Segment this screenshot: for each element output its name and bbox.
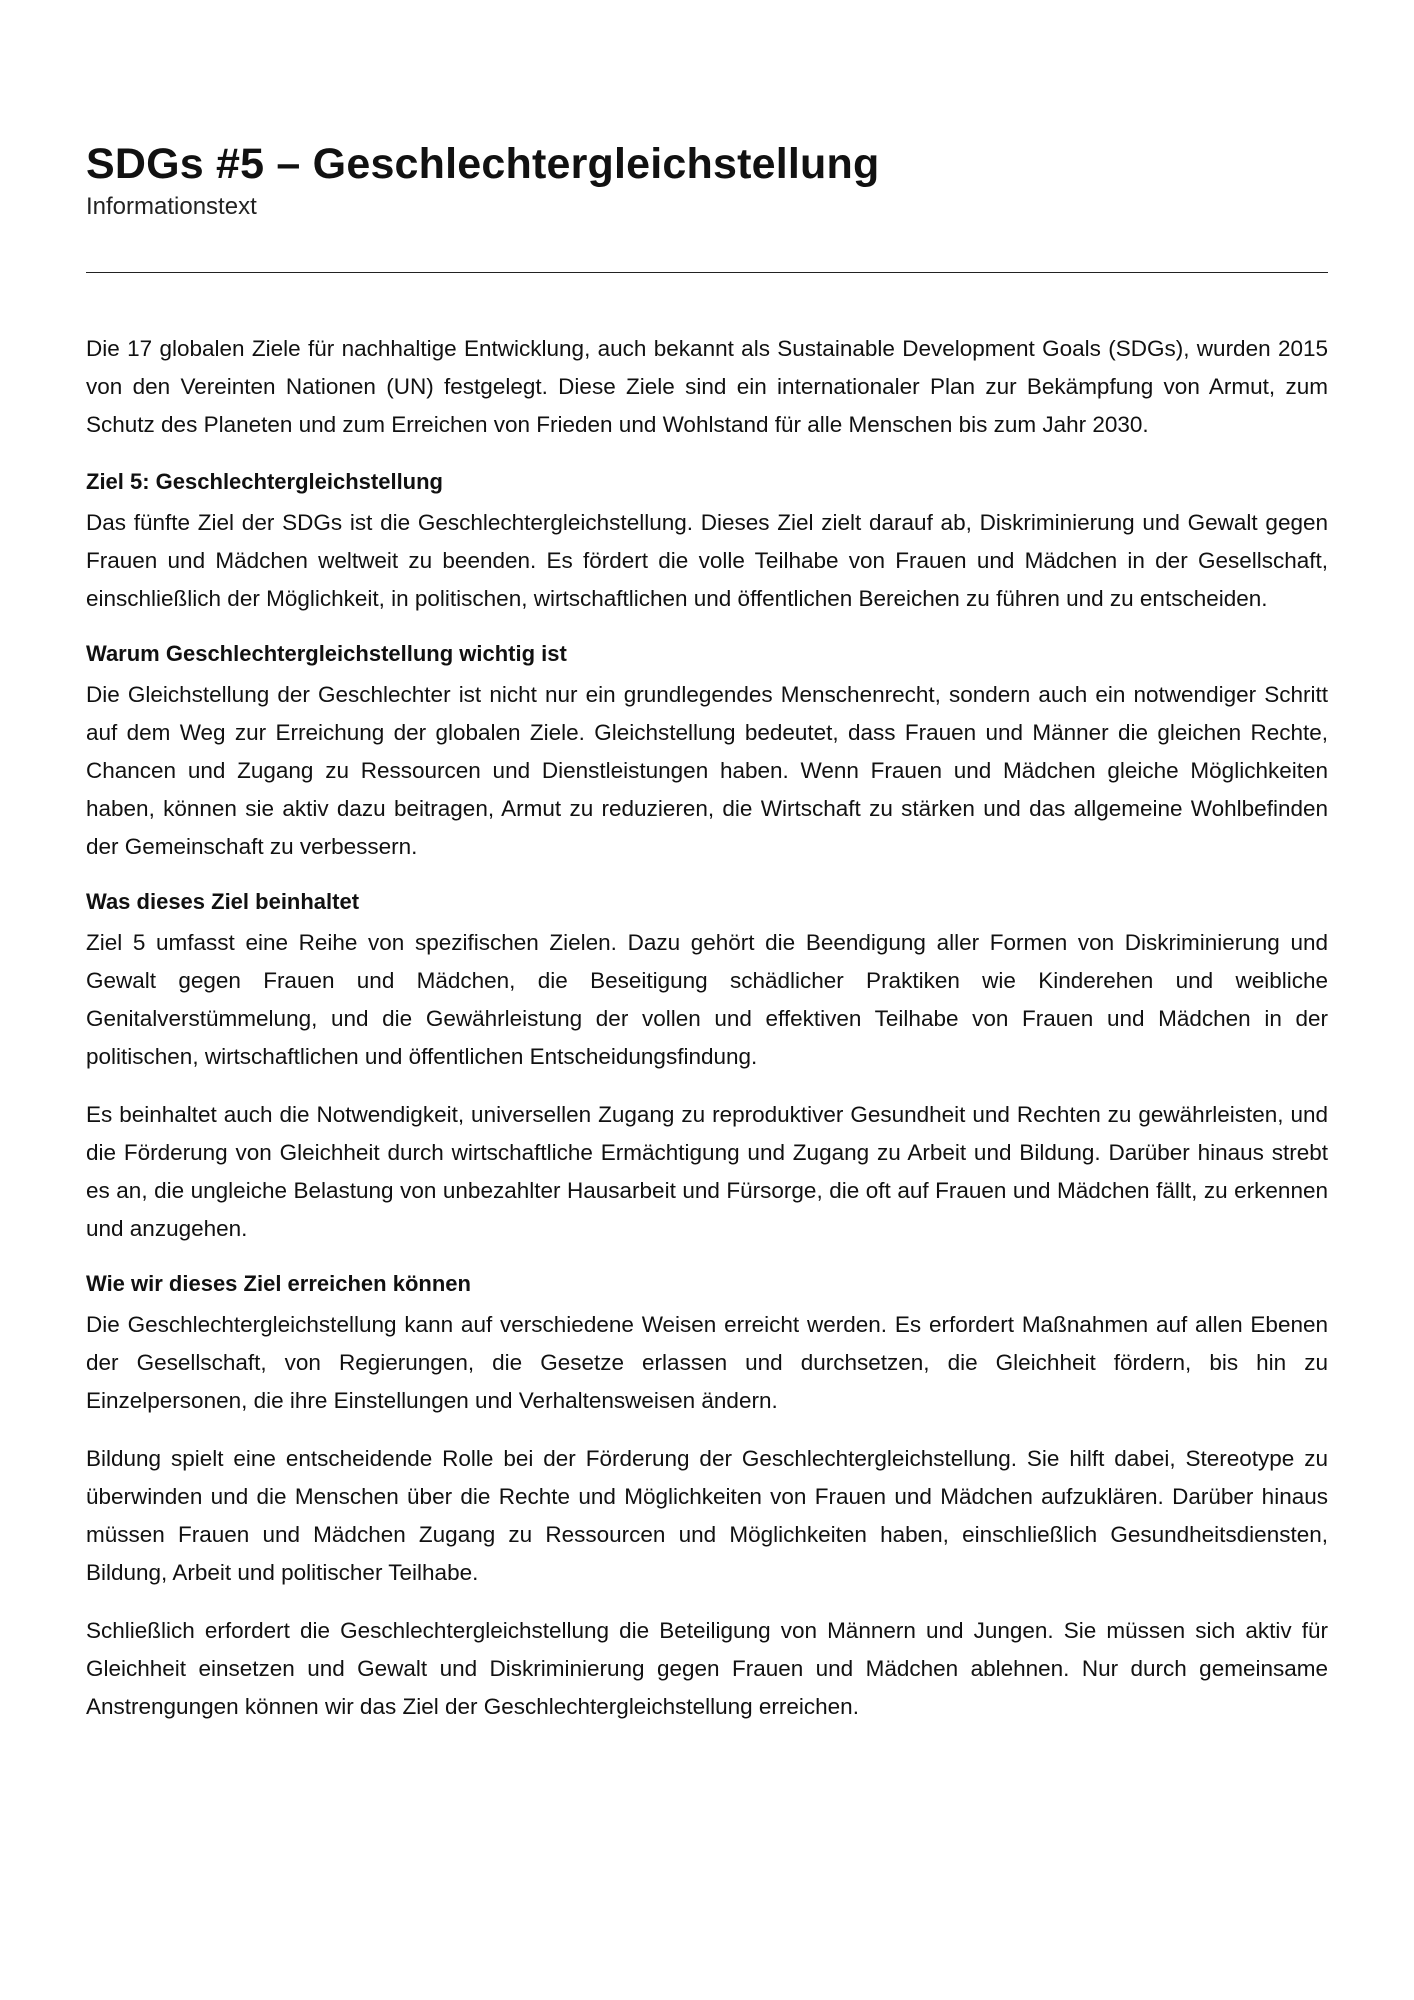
section-paragraph: Schließlich erfordert die Geschlechtergleichstellung die Beteiligung von Männern und Jungen. Sie müssen sich aktiv für Gleichheit einsetzen und Gewalt und Diskriminierung gegen Frauen und Mädchen ablehnen. Nur durch gemeinsame Anstrengungen können wir das Ziel der Geschlechtergleichstellung erreichen. — [86, 1618, 1328, 1719]
intro-paragraph: Die 17 globalen Ziele für nachhaltige Entwicklung, auch bekannt als Sustainable Development Goals (SDGs), wurden 2015 von den Vereinten Nationen (UN) festgelegt. Diese Ziele sind ein internationaler Plan zur Bekämpfung von Armut, zum Schutz des Planeten und zum Erreichen von Frieden und Wohlstand für alle Menschen bis zum Jahr 2030. — [86, 336, 1328, 437]
section-paragraph: Ziel 5 umfasst eine Reihe von spezifischen Zielen. Dazu gehört die Beendigung aller Formen von Diskriminierung und Gewalt gegen Frauen und Mädchen, die Beseitigung schädlicher Praktiken wie Kinderehen und weibliche Genitalverstümmelung, und die Gewährleistung der vollen und effektiven Teilhabe von Frauen und Mädchen in der politischen, wirtschaftlichen und öffentlichen Entscheidungsfindung. — [86, 930, 1328, 1069]
section-goal-5 — [86, 466, 1328, 618]
section-heading: Wie wir dieses Ziel erreichen können — [86, 1271, 471, 1296]
section-heading: Ziel 5: Geschlechtergleichstellung — [86, 469, 443, 494]
document-body — [86, 330, 1328, 1746]
section-paragraph: Bildung spielt eine entscheidende Rolle bei der Förderung der Geschlechtergleichstellung. Sie hilft dabei, Stereotype zu überwinden und die Menschen über die Rechte und Möglichkeiten von Frauen und Mädchen aufzuklären. Darüber hinaus müssen Frauen und Mädchen Zugang zu Ressourcen und Möglichkeiten haben, einschließlich Gesundheitsdiensten, Bildung, Arbeit und politischer Teilhabe. — [86, 1446, 1328, 1585]
section-paragraph: Es beinhaltet auch die Notwendigkeit, universellen Zugang zu reproduktiver Gesundheit und Rechten zu gewährleisten, und die Förderung von Gleichheit durch wirtschaftliche Ermächtigung und Zugang zu Arbeit und Bildung. Darüber hinaus strebt es an, die ungleiche Belastung von unbezahlter Hausarbeit und Fürsorge, die oft auf Frauen und Mädchen fällt, zu erkennen und anzugehen. — [86, 1102, 1328, 1241]
page-title: SDGs #5 – Geschlechtergleichstellung — [86, 140, 880, 188]
section-paragraph: Die Geschlechtergleichstellung kann auf verschiedene Weisen erreicht werden. Es erfordert Maßnahmen auf allen Ebenen der Gesellschaft, von Regierungen, die Gesetze erlassen und durchsetzen, die Gleichheit fördern, bis hin zu Einzelpersonen, die ihre Einstellungen und Verhaltensweisen ändern. — [86, 1312, 1328, 1413]
page-subtitle: Informationstext — [86, 193, 257, 220]
section-paragraph: Das fünfte Ziel der SDGs ist die Geschlechtergleichstellung. Dieses Ziel zielt darauf ab, Diskriminierung und Gewalt gegen Frauen und Mädchen weltweit zu beenden. Es fördert die volle Teilhabe von Frauen und Mädchen in der Gesellschaft, einschließlich der Möglichkeit, in politischen, wirtschaftlichen und öffentlichen Bereichen zu führen und zu entscheiden. — [86, 510, 1328, 611]
section-heading: Was dieses Ziel beinhaltet — [86, 889, 360, 914]
section-paragraph: Die Gleichstellung der Geschlechter ist nicht nur ein grundlegendes Menschenrecht, sondern auch ein notwendiger Schritt auf dem Weg zur Erreichung der globalen Ziele. Gleichstellung bedeutet, dass Frauen und Männer die gleichen Rechte, Chancen und Zugang zu Ressourcen und Dienstleistungen haben. Wenn Frauen und Mädchen gleiche Möglichkeiten haben, können sie aktiv dazu beitragen, Armut zu reduzieren, die Wirtschaft zu stärken und das allgemeine Wohlbefinden der Gemeinschaft zu verbessern. — [86, 682, 1328, 859]
header-divider — [86, 272, 1328, 273]
document-header — [86, 138, 1326, 222]
section-heading: Warum Geschlechtergleichstellung wichtig ist — [86, 641, 567, 666]
section-why-important — [86, 638, 1328, 866]
section-what-included — [86, 886, 1328, 1248]
section-how-achieve — [86, 1268, 1328, 1726]
